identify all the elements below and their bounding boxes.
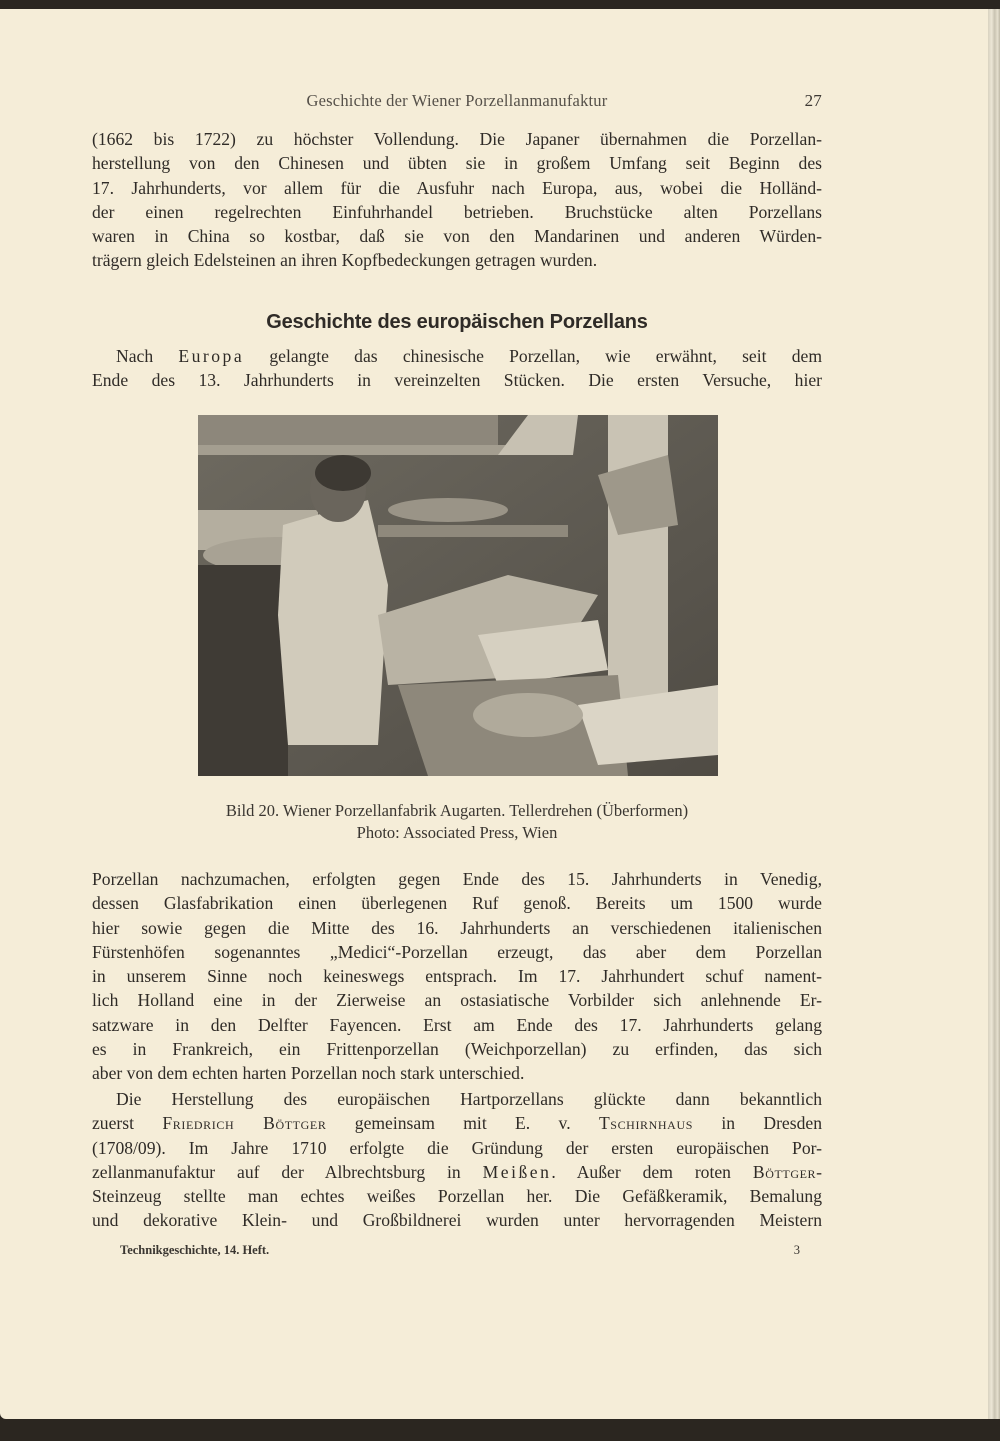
text-line: Ende des 13. Jahrhunderts in vereinzelten Stücken. Die ersten Versuche, hier <box>92 370 822 391</box>
text-line: Steinzeug stellte man echtes weißes Porzellan her. Die Gefäßkeramik, Bemalung <box>92 1186 822 1207</box>
text-line: 17. Jahrhunderts, vor allem für die Ausfuhr nach Europa, aus, wobei die Holländ- <box>92 177 822 198</box>
text-run: . Außer dem roten <box>551 1161 753 1182</box>
text-line: satzware in den Delfter Fayencen. Erst am Ende des 17. Jahrhunderts gelang <box>92 1014 822 1035</box>
text-line: dessen Glasfabrikation einen überlegenen Ruf genoß. Bereits um 1500 wurde <box>92 893 822 914</box>
text-line: (1662 bis 1722) zu höchster Vollendung. Die Japaner übernahmen die Porzellan- <box>92 129 822 149</box>
text-line: waren in China so kostbar, daß sie von den Mandarinen und anderen Würden- <box>92 226 822 247</box>
workshop-photo-illustration <box>198 415 718 776</box>
page-footer <box>120 1243 800 1258</box>
text-line: es in Frankreich, ein Frittenporzellan (Weichporzellan) zu erfinden, das sich <box>92 1039 822 1060</box>
signature-mark: 3 <box>793 1243 800 1257</box>
text-line: herstellung von den Chinesen und übten sie in großem Umfang seit Beginn des <box>92 153 822 174</box>
text-run: in Dresden <box>692 1113 822 1134</box>
text-line: trägern gleich Edelsteinen an ihren Kopfbedeckungen getragen wurden. <box>92 250 598 271</box>
person-name: Friedrich Böttger <box>162 1113 327 1134</box>
text-line: Die Herstellung des europäischen Hartporzellans glückte dann bekanntlich <box>116 1089 822 1109</box>
text-line <box>92 344 822 368</box>
caption-title: Bild 20. Wiener Porzellanfabrik Augarten. Tellerdrehen (Überformen) <box>225 801 689 820</box>
text-run: - <box>816 1161 822 1182</box>
text-run: zuerst <box>92 1113 163 1134</box>
text-line: lich Holland eine in der Zierweise an ostasiatische Vorbilder sich anlehnende Er- <box>92 990 822 1011</box>
text-line: und dekorative Klein- und Großbildnerei wurden unter hervorragenden Meistern <box>92 1210 822 1231</box>
running-header <box>92 91 822 113</box>
text-run: zellanmanufaktur auf der Albrechtsburg in <box>92 1161 483 1182</box>
paragraph-2 <box>92 344 822 393</box>
paragraph-1 <box>92 127 822 273</box>
text-run: gemeinsam mit E. v. <box>326 1113 599 1134</box>
text-line <box>92 1111 822 1135</box>
text-line: Fürstenhöfen sogenanntes „Medici“-Porzellan erzeugt, das aber dem Porzellan <box>92 941 822 962</box>
person-name: Tschirnhaus <box>598 1113 693 1134</box>
person-name: Böttger <box>752 1161 817 1182</box>
text-line: der einen regelrechten Einfuhrhandel betrieben. Bruchstücke alten Porzellans <box>92 201 822 222</box>
text-line: (1708/09). Im Jahre 1710 erfolgte die Gründung der ersten europäischen Por- <box>92 1137 822 1158</box>
paragraph-4 <box>92 1087 822 1233</box>
text-run: gelangte das chinesische Porzellan, wie erwähnt, seit dem <box>244 346 822 366</box>
paragraph-3 <box>92 867 822 1086</box>
text-line: in unserem Sinne noch keineswegs entsprach. Im 17. Jahrhundert schuf nament- <box>92 966 822 987</box>
figure-caption <box>92 800 822 844</box>
text-line <box>92 1160 822 1184</box>
caption-credit: Photo: Associated Press, Wien <box>356 823 558 842</box>
section-heading: Geschichte des europäischen Porzellans <box>266 311 648 333</box>
series-note: Technikgeschichte, 14. Heft. <box>120 1243 270 1257</box>
text-line: aber von dem echten harten Porzellan noch stark unterschied. <box>92 1063 525 1084</box>
spaced-word: Europa <box>178 346 245 366</box>
page-edge <box>988 9 1000 1419</box>
running-title: Geschichte der Wiener Porzellanmanufaktur <box>306 91 608 110</box>
text-line: hier sowie gegen die Mitte des 16. Jahrhunderts an verschiedenen italienischen <box>92 917 822 938</box>
page-number: 27 <box>804 91 822 110</box>
figure-photo <box>198 415 718 776</box>
text-line: Porzellan nachzumachen, erfolgten gegen Ende des 15. Jahrhunderts in Venedig, <box>92 869 822 889</box>
spaced-word: Meißen <box>482 1161 552 1182</box>
text-run: Nach <box>116 346 179 366</box>
